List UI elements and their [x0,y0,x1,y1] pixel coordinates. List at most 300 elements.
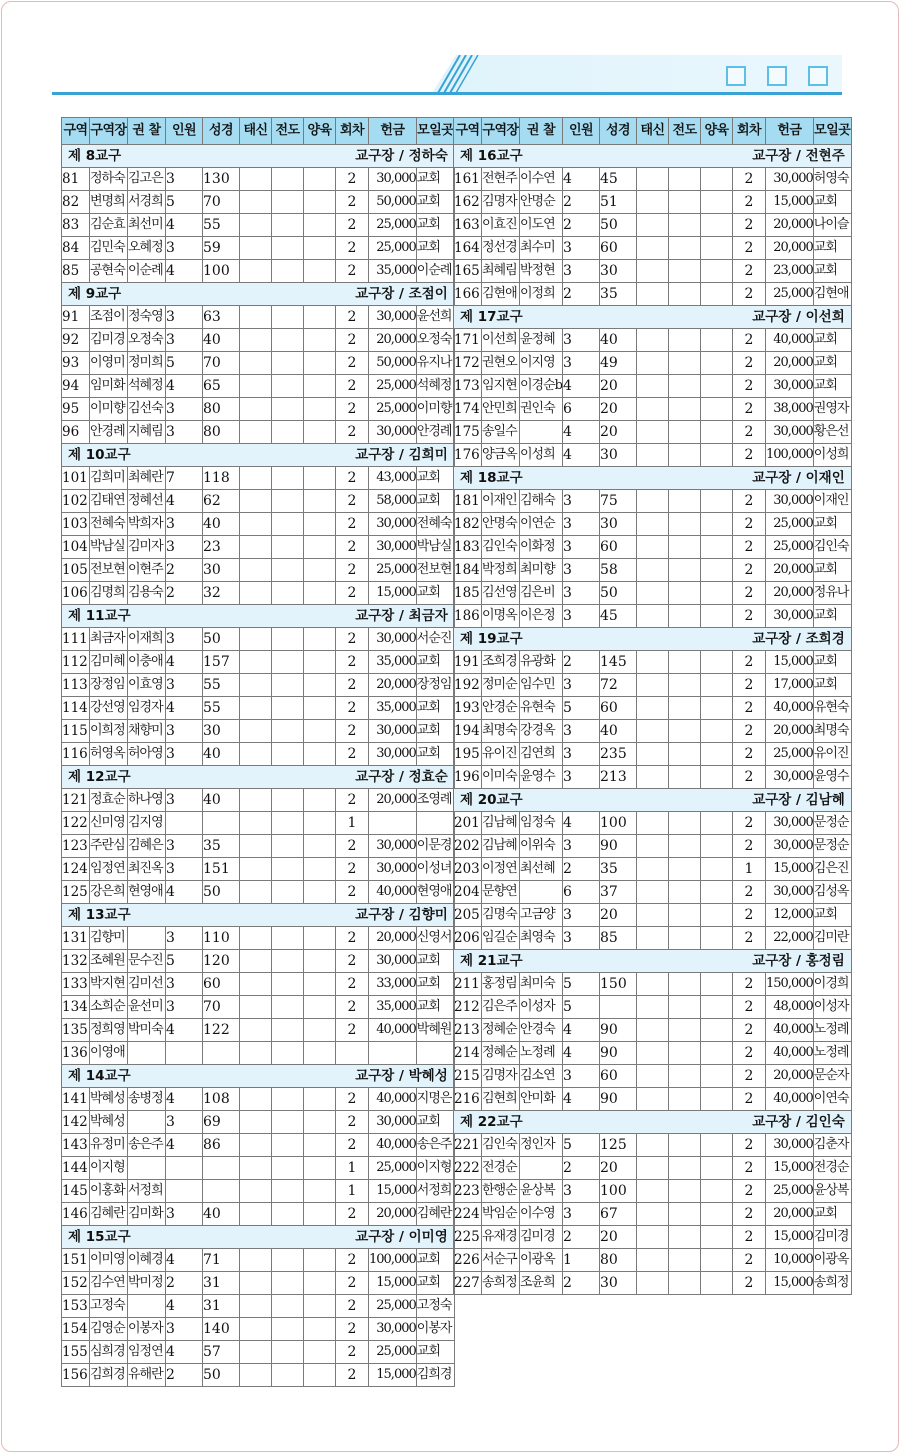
session-cell: 2 [733,973,766,996]
meeting-place-cell: 교회 [416,651,454,674]
header-box-2 [767,66,787,86]
meeting-place-cell: 이순례 [416,260,454,283]
roster-table-right [453,117,852,1295]
nurture-cell [304,789,336,812]
table-row [62,352,455,375]
table-row [454,421,852,444]
table-row [62,1272,455,1295]
bible-cell: 40 [203,789,240,812]
group-leader: 교구장 / 김희미 [355,447,448,463]
meeting-place-cell: 김춘자 [813,1134,851,1157]
headcount-cell: 2 [563,283,600,306]
table-row [62,237,455,260]
bible-cell: 62 [203,490,240,513]
evangelism-cell [669,582,701,605]
counselor-cell: 오혜정 [128,237,166,260]
group-header-row [62,444,455,467]
taesin-cell [240,1341,272,1364]
bible-cell: 37 [600,881,637,904]
session-cell: 2 [336,950,369,973]
evangelism-cell [272,1042,304,1065]
taesin-cell [637,858,669,881]
bible-cell: 40 [203,329,240,352]
bible-cell: 60 [600,237,637,260]
meeting-place-cell [416,812,454,835]
nurture-cell [701,260,733,283]
table-row [454,490,852,513]
district-no-cell: 114 [62,697,90,720]
bible-cell: 60 [600,1065,637,1088]
offering-cell: 30,000 [766,881,814,904]
evangelism-cell [669,1203,701,1226]
offering-cell: 15,000 [766,191,814,214]
counselor-cell [128,927,166,950]
session-cell: 1 [336,1180,369,1203]
bible-cell: 122 [203,1019,240,1042]
headcount-cell: 2 [563,651,600,674]
column-header-counselor: 권 찰 [520,118,563,145]
meeting-place-cell: 김혜란 [416,1203,454,1226]
table-row [454,1180,852,1203]
district-no-cell: 103 [62,513,90,536]
district-leader-cell: 안경례 [90,421,128,444]
table-row [62,651,455,674]
bible-cell: 50 [203,881,240,904]
bible-cell: 70 [203,352,240,375]
bible-cell: 235 [600,743,637,766]
bible-cell: 30 [600,1272,637,1295]
offering-cell: 15,000 [369,1180,417,1203]
headcount-cell: 6 [563,398,600,421]
meeting-place-cell: 김미경 [813,1226,851,1249]
taesin-cell [637,444,669,467]
group-leader: 교구장 / 이선희 [752,309,845,325]
nurture-cell [701,444,733,467]
district-leader-cell: 김미혜 [90,651,128,674]
evangelism-cell [272,214,304,237]
evangelism-cell [669,237,701,260]
offering-cell: 35,000 [369,996,417,1019]
nurture-cell [304,421,336,444]
table-row [454,214,852,237]
nurture-cell [701,582,733,605]
session-cell: 2 [733,490,766,513]
table-row [62,559,455,582]
bible-cell: 30 [203,720,240,743]
session-cell: 2 [733,1088,766,1111]
evangelism-cell [669,260,701,283]
meeting-place-cell: 지명은 [416,1088,454,1111]
evangelism-cell [669,1180,701,1203]
meeting-place-cell: 교회 [813,559,851,582]
taesin-cell [637,973,669,996]
district-leader-cell: 김미경 [90,329,128,352]
session-cell: 2 [336,398,369,421]
counselor-cell: 이성희 [520,444,563,467]
district-leader-cell: 이미숙 [482,766,520,789]
nurture-cell [304,1272,336,1295]
session-cell: 2 [733,375,766,398]
column-header-district-leader: 구역장 [482,118,520,145]
group-leader: 교구장 / 조희경 [752,631,845,647]
taesin-cell [637,1134,669,1157]
evangelism-cell [272,1180,304,1203]
evangelism-cell [272,835,304,858]
nurture-cell [304,812,336,835]
meeting-place-cell: 교회 [416,950,454,973]
nurture-cell [304,973,336,996]
offering-cell: 40,000 [766,329,814,352]
table-row [62,1042,455,1065]
group-name: 제 21교구 [460,953,523,969]
evangelism-cell [669,1272,701,1295]
taesin-cell [240,720,272,743]
district-leader-cell: 이지형 [90,1157,128,1180]
bible-cell: 110 [203,927,240,950]
taesin-cell [637,674,669,697]
bible-cell: 100 [203,260,240,283]
taesin-cell [240,421,272,444]
taesin-cell [240,628,272,651]
district-no-cell: 95 [62,398,90,421]
evangelism-cell [272,720,304,743]
district-leader-cell: 홍정림 [482,973,520,996]
bible-cell: 51 [600,191,637,214]
evangelism-cell [669,1019,701,1042]
meeting-place-cell: 김현애 [813,283,851,306]
column-header-counselor: 권 찰 [128,118,166,145]
offering-cell: 58,000 [369,490,417,513]
session-cell: 2 [733,582,766,605]
district-leader-cell: 정혜순 [482,1019,520,1042]
offering-cell: 25,000 [369,1295,417,1318]
table-row [454,858,852,881]
district-no-cell: 184 [454,559,482,582]
meeting-place-cell: 이경희 [813,973,851,996]
evangelism-cell [272,260,304,283]
bible-cell: 75 [600,490,637,513]
nurture-cell [701,1134,733,1157]
nurture-cell [701,513,733,536]
offering-cell: 15,000 [369,1364,417,1387]
taesin-cell [240,789,272,812]
headcount-cell: 3 [166,674,203,697]
taesin-cell [637,1203,669,1226]
nurture-cell [701,536,733,559]
meeting-place-cell: 교회 [416,720,454,743]
meeting-place-cell: 석혜정 [416,375,454,398]
group-header-row [454,789,852,812]
district-leader-cell: 김명자 [482,191,520,214]
table-row [62,973,455,996]
nurture-cell [304,559,336,582]
counselor-cell: 정혜선 [128,490,166,513]
group-name: 제 14교구 [68,1068,131,1084]
headcount-cell: 3 [166,513,203,536]
evangelism-cell [272,352,304,375]
bible-cell: 108 [203,1088,240,1111]
table-row [454,582,852,605]
meeting-place-cell: 조영례 [416,789,454,812]
district-leader-cell: 고정숙 [90,1295,128,1318]
taesin-cell [240,398,272,421]
offering-cell: 23,000 [766,260,814,283]
evangelism-cell [669,444,701,467]
bible-cell [600,996,637,1019]
district-leader-cell: 박혜성 [90,1111,128,1134]
counselor-cell: 이수연 [520,168,563,191]
counselor-cell [520,421,563,444]
counselor-cell: 이도연 [520,214,563,237]
nurture-cell [304,1364,336,1387]
session-cell: 2 [336,214,369,237]
offering-cell: 50,000 [369,352,417,375]
district-leader-cell: 이홍화 [90,1180,128,1203]
session-cell: 2 [336,237,369,260]
district-leader-cell: 김수연 [90,1272,128,1295]
district-no-cell: 201 [454,812,482,835]
taesin-cell [240,1180,272,1203]
nurture-cell [701,191,733,214]
session-cell: 2 [336,467,369,490]
nurture-cell [304,1203,336,1226]
column-header-offering: 헌금 [766,118,814,145]
offering-cell: 30,000 [369,306,417,329]
headcount-cell: 2 [563,191,600,214]
session-cell: 2 [733,421,766,444]
offering-cell: 30,000 [766,375,814,398]
headcount-cell: 4 [166,1341,203,1364]
nurture-cell [304,1318,336,1341]
group-leader: 교구장 / 이재인 [752,470,845,486]
counselor-cell [128,1295,166,1318]
district-leader-cell: 권현오 [482,352,520,375]
evangelism-cell [272,329,304,352]
nurture-cell [304,1295,336,1318]
taesin-cell [637,375,669,398]
nurture-cell [701,1065,733,1088]
counselor-cell: 유광화 [520,651,563,674]
group-leader: 교구장 / 최금자 [355,608,448,624]
taesin-cell [637,881,669,904]
counselor-cell: 박정현 [520,260,563,283]
district-leader-cell: 김혜란 [90,1203,128,1226]
session-cell: 2 [336,973,369,996]
offering-cell: 38,000 [766,398,814,421]
bible-cell: 20 [600,398,637,421]
evangelism-cell [272,743,304,766]
district-leader-cell: 김현희 [482,1088,520,1111]
nurture-cell [304,237,336,260]
offering-cell: 150,000 [766,973,814,996]
headcount-cell: 3 [166,835,203,858]
district-no-cell: 161 [454,168,482,191]
headcount-cell: 3 [563,927,600,950]
meeting-place-cell: 노정례 [813,1019,851,1042]
headcount-cell: 3 [563,559,600,582]
group-name: 제 10교구 [68,447,131,463]
district-no-cell: 163 [454,214,482,237]
headcount-cell: 4 [166,1134,203,1157]
table-row [62,536,455,559]
table-row [62,329,455,352]
table-row [454,1065,852,1088]
district-no-cell: 174 [454,398,482,421]
meeting-place-cell: 고정숙 [416,1295,454,1318]
district-no-cell: 145 [62,1180,90,1203]
evangelism-cell [272,927,304,950]
meeting-place-cell: 교회 [416,237,454,260]
column-header-bible: 성경 [203,118,240,145]
district-no-cell: 96 [62,421,90,444]
bible-cell: 58 [600,559,637,582]
district-leader-cell: 양금옥 [482,444,520,467]
evangelism-cell [272,398,304,421]
evangelism-cell [272,421,304,444]
taesin-cell [240,191,272,214]
nurture-cell [701,743,733,766]
nurture-cell [701,674,733,697]
headcount-cell: 1 [563,1249,600,1272]
bible-cell: 85 [600,927,637,950]
session-cell: 2 [733,904,766,927]
counselor-cell: 이충애 [128,651,166,674]
table-header-row [62,118,455,145]
counselor-cell: 허아영 [128,743,166,766]
headcount-cell: 3 [563,582,600,605]
district-no-cell: 164 [454,237,482,260]
table-row [62,812,455,835]
bible-cell: 90 [600,1042,637,1065]
headcount-cell: 3 [563,720,600,743]
session-cell: 2 [733,812,766,835]
headcount-cell: 5 [166,352,203,375]
offering-cell: 100,000 [766,444,814,467]
headcount-cell: 5 [166,191,203,214]
headcount-cell: 2 [166,1272,203,1295]
evangelism-cell [272,582,304,605]
bible-cell: 140 [203,1318,240,1341]
nurture-cell [701,1088,733,1111]
counselor-cell: 하나영 [128,789,166,812]
meeting-place-cell: 교회 [813,904,851,927]
headcount-cell: 3 [563,1203,600,1226]
taesin-cell [637,513,669,536]
headcount-cell: 5 [563,697,600,720]
meeting-place-cell: 교회 [416,191,454,214]
taesin-cell [240,1364,272,1387]
district-no-cell: 224 [454,1203,482,1226]
table-row [62,1134,455,1157]
headcount-cell: 3 [166,927,203,950]
bible-cell: 30 [600,260,637,283]
counselor-cell: 이수영 [520,1203,563,1226]
counselor-cell: 조윤희 [520,1272,563,1295]
group-header-row [62,145,455,168]
evangelism-cell [272,1134,304,1157]
session-cell: 2 [733,1134,766,1157]
evangelism-cell [669,605,701,628]
group-header [454,145,852,168]
session-cell: 2 [336,168,369,191]
evangelism-cell [272,858,304,881]
group-header [62,145,455,168]
session-cell: 2 [336,329,369,352]
counselor-cell: 노정례 [520,1042,563,1065]
table-row [454,697,852,720]
district-no-cell: 193 [454,697,482,720]
evangelism-cell [272,1157,304,1180]
group-name: 제 13교구 [68,907,131,923]
offering-cell: 30,000 [369,1318,417,1341]
counselor-cell: 강경옥 [520,720,563,743]
headcount-cell: 3 [563,674,600,697]
session-cell: 2 [336,513,369,536]
offering-cell: 40,000 [369,881,417,904]
session-cell: 2 [336,1364,369,1387]
district-no-cell: 214 [454,1042,482,1065]
bible-cell: 90 [600,1019,637,1042]
nurture-cell [304,1249,336,1272]
evangelism-cell [272,1019,304,1042]
meeting-place-cell: 교회 [813,651,851,674]
group-leader: 교구장 / 홍정림 [752,953,845,969]
bible-cell: 80 [600,1249,637,1272]
district-no-cell: 143 [62,1134,90,1157]
district-no-cell: 204 [454,881,482,904]
table-row [62,927,455,950]
nurture-cell [701,835,733,858]
counselor-cell: 김고은 [128,168,166,191]
district-no-cell: 154 [62,1318,90,1341]
table-row [62,1088,455,1111]
group-header [62,1065,455,1088]
table-row [62,398,455,421]
evangelism-cell [669,1065,701,1088]
district-no-cell: 122 [62,812,90,835]
bible-cell: 30 [600,513,637,536]
nurture-cell [304,214,336,237]
offering-cell: 30,000 [766,605,814,628]
nurture-cell [701,858,733,881]
taesin-cell [240,1203,272,1226]
taesin-cell [240,306,272,329]
bible-cell: 130 [203,168,240,191]
table-row [62,743,455,766]
nurture-cell [304,1111,336,1134]
district-no-cell: 121 [62,789,90,812]
session-cell: 2 [733,1226,766,1249]
counselor-cell: 임수민 [520,674,563,697]
group-leader: 교구장 / 이미영 [355,1229,448,1245]
meeting-place-cell: 김성옥 [813,881,851,904]
bible-cell: 100 [600,812,637,835]
table-row [454,651,852,674]
bible-cell: 80 [203,421,240,444]
bible-cell: 55 [203,674,240,697]
counselor-cell: 이현주 [128,559,166,582]
bible-cell: 60 [203,973,240,996]
taesin-cell [637,191,669,214]
offering-cell: 48,000 [766,996,814,1019]
district-leader-cell: 이미향 [90,398,128,421]
nurture-cell [304,260,336,283]
taesin-cell [240,743,272,766]
counselor-cell: 최수미 [520,237,563,260]
district-no-cell: 194 [454,720,482,743]
bible-cell: 35 [203,835,240,858]
evangelism-cell [669,927,701,950]
